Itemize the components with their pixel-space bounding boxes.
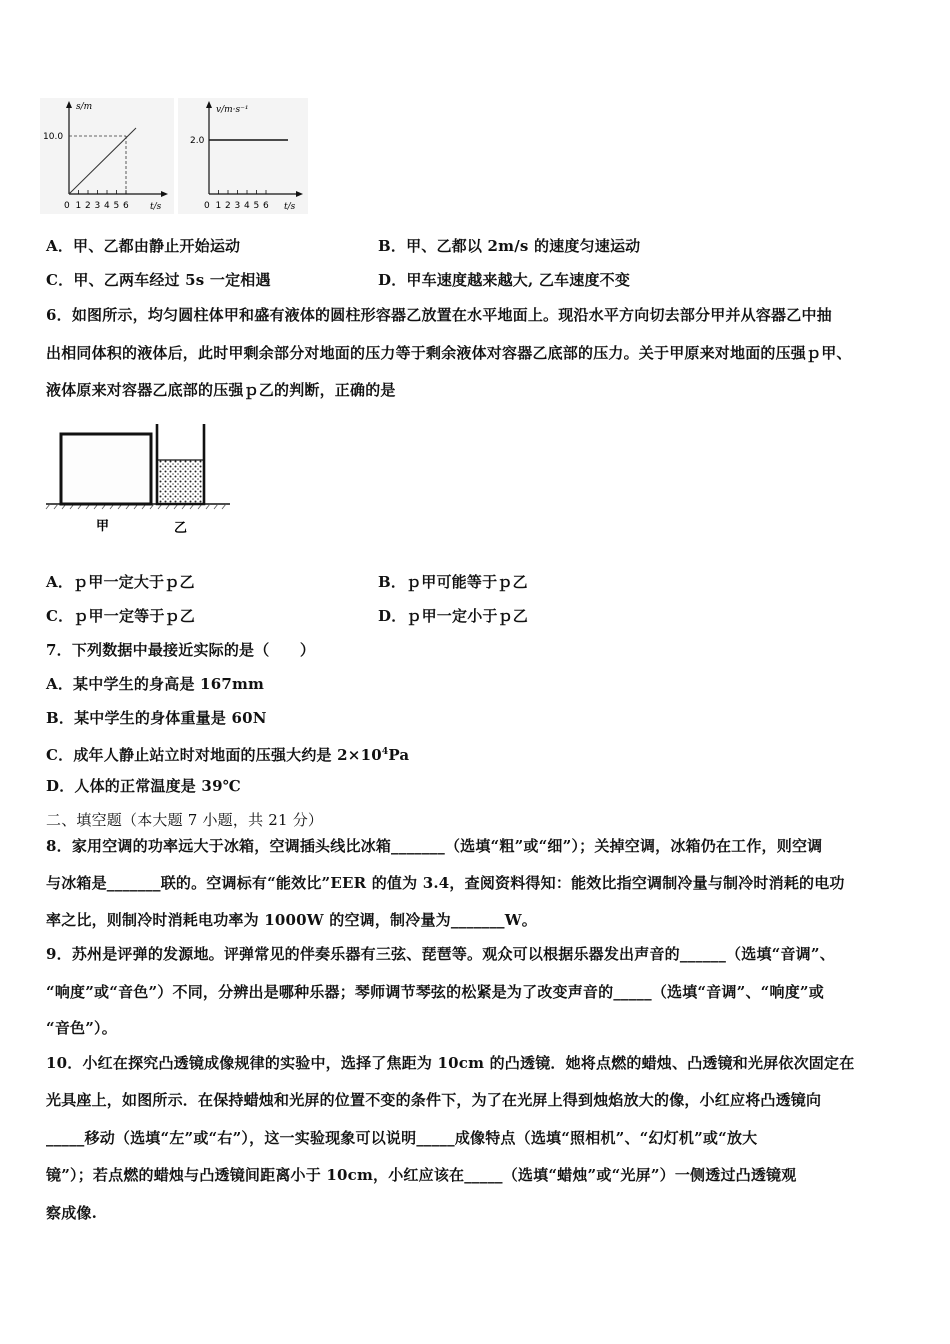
- q10-line-2: 光具座上，如图所示．在保持蜡烛和光屏的位置不变的条件下，为了在光屏上得到烛焰放大的像，小红应将凸透镜向: [46, 1091, 822, 1109]
- q10-line-5: 察成像.: [46, 1204, 98, 1222]
- s-t-x-axis-label: t/s: [150, 202, 162, 212]
- q10-line-1: 10．小红在探究凸透镜成像规律的实验中，选择了焦距为 10cm 的凸透镜．她将点燃的蜡烛、凸透镜和光屏依次固定在: [46, 1054, 855, 1072]
- q7-stem: 7．下列数据中最接近实际的是（ ）: [46, 641, 316, 659]
- q6-option-d: D．ｐ甲一定小于ｐ乙: [378, 607, 529, 625]
- q5-option-d: D．甲车速度越来越大, 乙车速度不变: [378, 271, 631, 289]
- q6-option-c: C．ｐ甲一定等于ｐ乙: [46, 607, 195, 625]
- s-t-x-tick: 1: [75, 201, 82, 211]
- q5-option-a: A．甲、乙都由静止开始运动: [46, 237, 241, 255]
- s-t-x-tick: 5: [113, 201, 120, 211]
- s-t-y-tick: 10.0: [43, 132, 64, 142]
- label-yi: 乙: [174, 521, 188, 536]
- q6-figure: [44, 420, 234, 538]
- s-t-x-tick: 6: [123, 201, 129, 211]
- q7-option-c-text: C．成年人静止站立时对地面的压强大约是 2×10: [46, 746, 382, 764]
- section-2-title: 二、填空题（本大题 7 小题，共 21 分）: [46, 811, 324, 829]
- q9-line-1: 9．苏州是评弹的发源地。评弹常见的伴奏乐器有三弦、琵琶等。观众可以根据乐器发出声音的______（选填“音调”、: [46, 945, 835, 963]
- liquid: [159, 460, 202, 504]
- q9-line-2: “响度”或“音色”）不同，分辨出是哪种乐器；琴师调节琴弦的松紧是为了改变声音的_____（选填“音调”、“响度”或: [46, 983, 824, 1001]
- q6-stem-line-2: 出相同体积的液体后，此时甲剩余部分对地面的压力等于剩余液体对容器乙底部的压力。关于甲原来对地面的压强ｐ甲、: [46, 344, 852, 362]
- v-t-x-tick: 5: [253, 201, 260, 211]
- q7-option-c: [46, 742, 409, 765]
- s-t-x-tick: 4: [104, 201, 110, 211]
- q7-option-a: A．某中学生的身高是 167mm: [46, 675, 265, 693]
- s-t-x-tick: 2: [85, 201, 91, 211]
- s-t-graph: [40, 98, 174, 214]
- label-jia: 甲: [96, 519, 110, 534]
- s-t-y-axis-label: s/m: [76, 102, 93, 112]
- q9-line-3: “音色”）。: [46, 1019, 117, 1037]
- q6-stem-line-3: 液体原来对容器乙底部的压强ｐ乙的判断，正确的是: [46, 381, 396, 399]
- q7-option-b: B．某中学生的身体重量是 60N: [46, 709, 267, 727]
- q8-line-1: 8．家用空调的功率远大于冰箱，空调插头线比冰箱_______（选填“粗”或“细”）；关掉空调，冰箱仍在工作，则空调: [46, 837, 823, 855]
- v-t-y-axis-label: v/m·s⁻¹: [216, 105, 249, 115]
- v-t-graph: [178, 98, 308, 214]
- q7-option-d: D．人体的正常温度是 39℃: [46, 777, 241, 795]
- cylinder-jia: [61, 434, 151, 504]
- q7-option-c-unit: Pa: [388, 746, 410, 764]
- v-t-x-tick: 6: [263, 201, 269, 211]
- q8-line-3: 率之比，则制冷时消耗电功率为 1000W 的空调，制冷量为_______W。: [46, 911, 537, 929]
- q8-line-2: 与冰箱是_______联的。空调标有“能效比”EER 的值为 3.4，查阅资料得知：能效比指空调制冷量与制冷时消耗的电功: [46, 874, 845, 892]
- q6-option-a: A．ｐ甲一定大于ｐ乙: [46, 573, 195, 591]
- v-t-x-tick: 3: [234, 201, 241, 211]
- v-t-x-axis-label: t/s: [284, 202, 296, 212]
- q10-line-3: _____移动（选填“左”或“右”），这一实验现象可以说明_____成像特点（选填“照相机”、“幻灯机”或“放大: [46, 1129, 758, 1147]
- q6-option-b: B．ｐ甲可能等于ｐ乙: [378, 573, 528, 591]
- q7-option-c-exponent: 4: [381, 747, 389, 757]
- q10-line-4: 镜”）；若点燃的蜡烛与凸透镜间距离小于 10cm，小红应该在_____（选填“蜡烛”或“光屏”）一侧透过凸透镜观: [46, 1166, 797, 1184]
- q5-option-b: B．甲、乙都以 2m/s 的速度匀速运动: [378, 237, 641, 255]
- q5-option-c: C．甲、乙两车经过 5s 一定相遇: [46, 271, 271, 289]
- v-t-x-tick: 2: [225, 201, 231, 211]
- q6-stem-line-1: 6．如图所示，均匀圆柱体甲和盛有液体的圆柱形容器乙放置在水平地面上。现沿水平方向切去部分甲并从容器乙中抽: [46, 306, 832, 324]
- v-t-x-tick: 1: [215, 201, 222, 211]
- s-t-x-tick: 3: [94, 201, 101, 211]
- v-t-y-tick: 2.0: [190, 136, 205, 146]
- v-t-x-tick: 4: [244, 201, 250, 211]
- v-t-x-tick: 0: [204, 201, 210, 211]
- s-t-x-tick: 0: [64, 201, 70, 211]
